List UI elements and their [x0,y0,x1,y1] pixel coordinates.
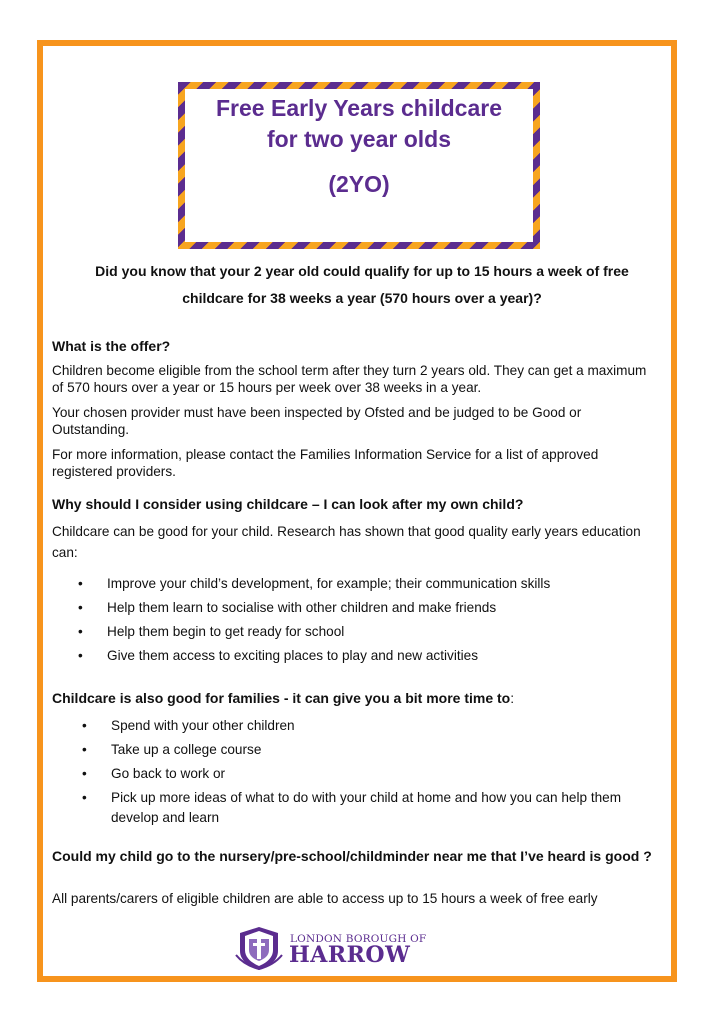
intro-line-2: childcare for 38 weeks a year (570 hours over a year)? [182,290,542,306]
list-item [82,716,662,740]
heading-families-text: Childcare is also good for families - it can give you a bit more time to [52,690,511,706]
offer-paragraph-3: For more information, please contact the Families Information Service for a list of approved registered providers. [52,447,599,479]
list-item-text: Give them access to exciting places to play and new activities [107,648,478,663]
harrow-logo [234,925,434,971]
heading-could: Could my child go to the nursery/pre-school/childminder near me that I’ve heard is good ? [52,848,652,864]
title-line-1: Free Early Years childcare [216,95,502,121]
logo-small-text: LONDON BOROUGH OF [290,933,427,945]
list-item [82,764,662,788]
benefits-list [78,574,658,670]
heading-families [52,690,514,707]
why-paragraph: Childcare can be good for your child. Research has shown that good quality early years education can: [52,524,641,560]
family-benefits-list [82,716,662,828]
heading-why: Why should I consider using childcare – I can look after my own child? [52,496,524,512]
heading-offer: What is the offer? [52,338,171,354]
could-paragraph: All parents/carers of eligible children are able to access up to 15 hours a week of free early [52,891,598,906]
bullet-icon: • [82,718,87,733]
heading-families-colon: : [510,690,515,706]
list-item [78,646,658,670]
logo-big-text: HARROW [289,942,411,968]
crest-icon [234,925,284,971]
title-code: (2YO) [328,171,390,197]
list-item-text: Go back to work or [111,766,226,781]
title-box [178,82,540,249]
intro-question [60,258,664,312]
bullet-icon: • [78,576,83,591]
title-box-inner [185,89,533,242]
bullet-icon: • [78,624,83,639]
offer-paragraph-2: Your chosen provider must have been inspected by Ofsted and be judged to be Good or Outstanding. [52,405,582,437]
offer-paragraph-1: Children become eligible from the school term after they turn 2 years old. They can get a maximum of 570 hours over a year or 15 hours per week over 38 weeks in a year. [52,363,647,395]
bullet-icon: • [82,766,87,781]
list-item [82,740,662,764]
list-item [78,574,658,598]
list-item-text: Pick up more ideas of what to do with your child at home and how you can help them develop and learn [111,790,622,825]
bullet-icon: • [78,600,83,615]
list-item [78,598,658,622]
list-item-text: Spend with your other children [111,718,295,733]
list-item [78,622,658,646]
list-item [82,788,662,828]
intro-line-1: Did you know that your 2 year old could qualify for up to 15 hours a week of free [95,263,629,279]
list-item-text: Help them begin to get ready for school [107,624,345,639]
list-item-text: Improve your child’s development, for example; their communication skills [107,576,551,591]
bullet-icon: • [82,790,87,805]
bullet-icon: • [78,648,83,663]
title-line-2: for two year olds [266,126,452,152]
bullet-icon: • [82,742,87,757]
list-item-text: Help them learn to socialise with other children and make friends [107,600,497,615]
list-item-text: Take up a college course [111,742,262,757]
